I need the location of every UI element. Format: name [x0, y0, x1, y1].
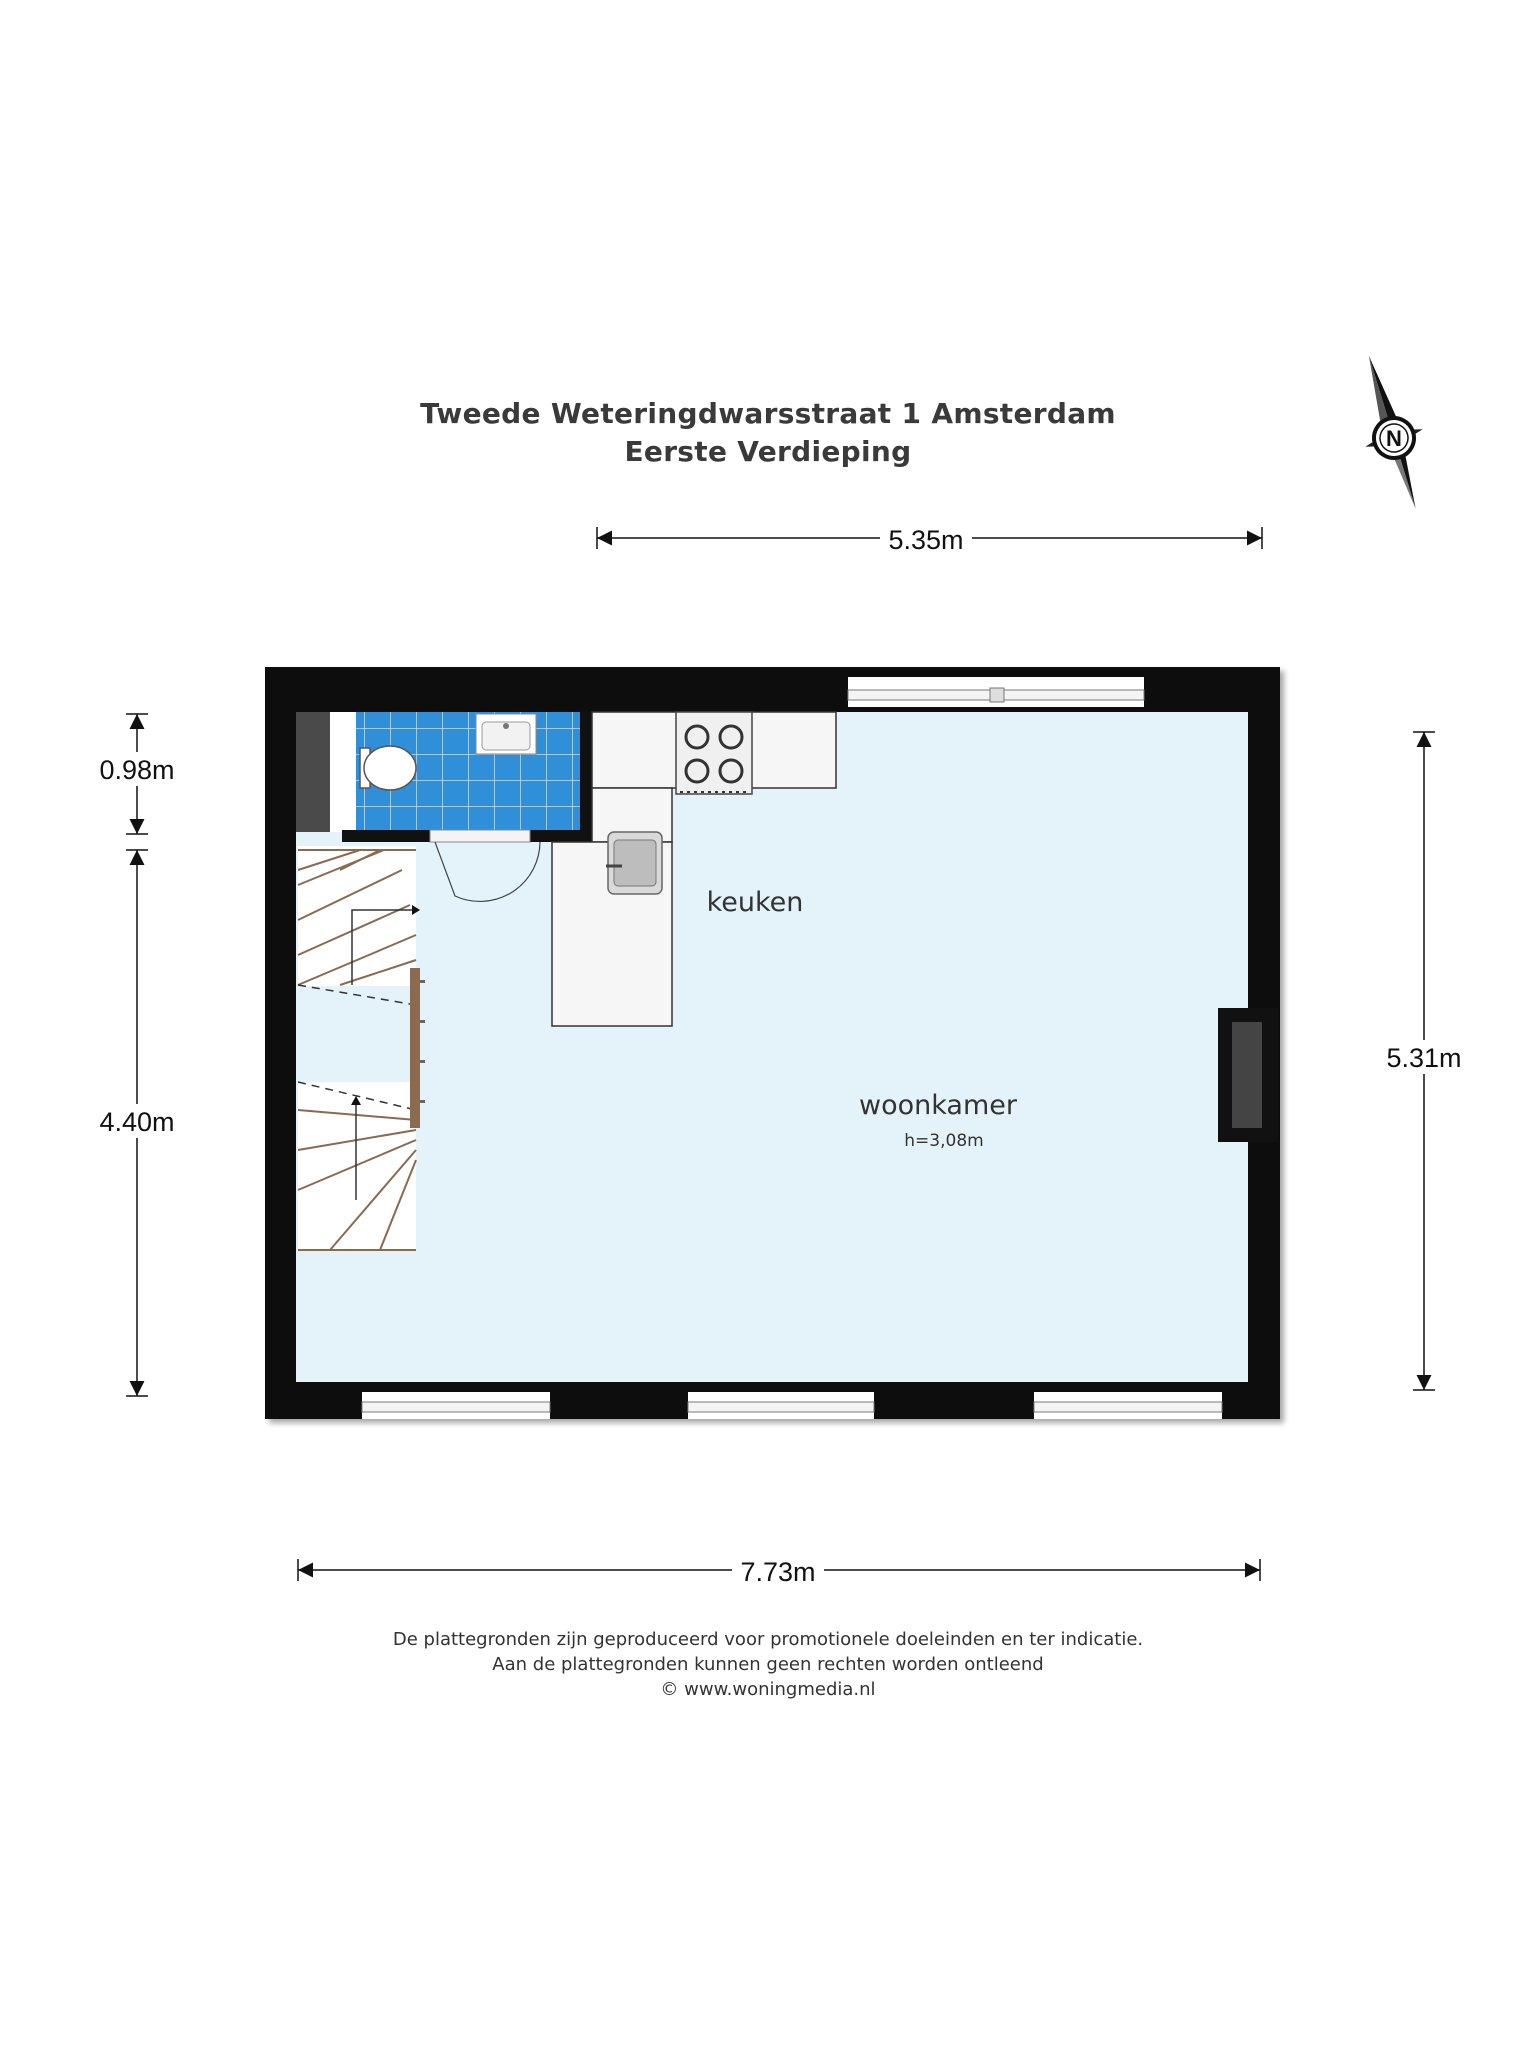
- address-title: Tweede Weteringdwarsstraat 1 Amsterdam: [420, 397, 1116, 430]
- disclaimer-footer: [0, 1627, 1536, 1702]
- ceiling-height-label: h=3,08m: [904, 1131, 984, 1151]
- disclaimer-line-1: De plattegronden zijn geproduceerd voor promotionele doeleinden en ter indicatie.: [392, 1629, 1144, 1650]
- compass-label: N: [1386, 426, 1402, 451]
- copyright-line: © www.woningmedia.nl: [660, 1679, 876, 1700]
- floor-title: Eerste Verdieping: [624, 435, 912, 468]
- dimension-top-label: 5.35m: [888, 525, 964, 555]
- washbasin-icon: [476, 714, 536, 754]
- stove-icon: [676, 712, 752, 794]
- dimension-left-upper-label: 0.98m: [99, 755, 175, 785]
- kitchen-label: keuken: [706, 887, 804, 918]
- disclaimer-line-2: Aan de plattegronden kunnen geen rechten worden ontleend: [492, 1654, 1044, 1675]
- shaft: [296, 712, 330, 832]
- window-bottom-1: [362, 1392, 550, 1419]
- sink-icon: [606, 832, 662, 894]
- window-bottom-2: [688, 1392, 874, 1419]
- dimension-bottom-label: 7.73m: [740, 1557, 816, 1587]
- toilet-wall-right: [580, 712, 592, 842]
- toilet-door-opening: [430, 830, 530, 842]
- window-bottom-3: [1034, 1392, 1222, 1419]
- dimension-right-label: 5.31m: [1386, 1043, 1462, 1073]
- living-room-label: woonkamer: [859, 1090, 1017, 1121]
- toilet-icon: [360, 746, 416, 790]
- fireplace: [1218, 1008, 1278, 1142]
- window-top: [848, 677, 1144, 707]
- dimension-left-lower-label: 4.40m: [99, 1107, 175, 1137]
